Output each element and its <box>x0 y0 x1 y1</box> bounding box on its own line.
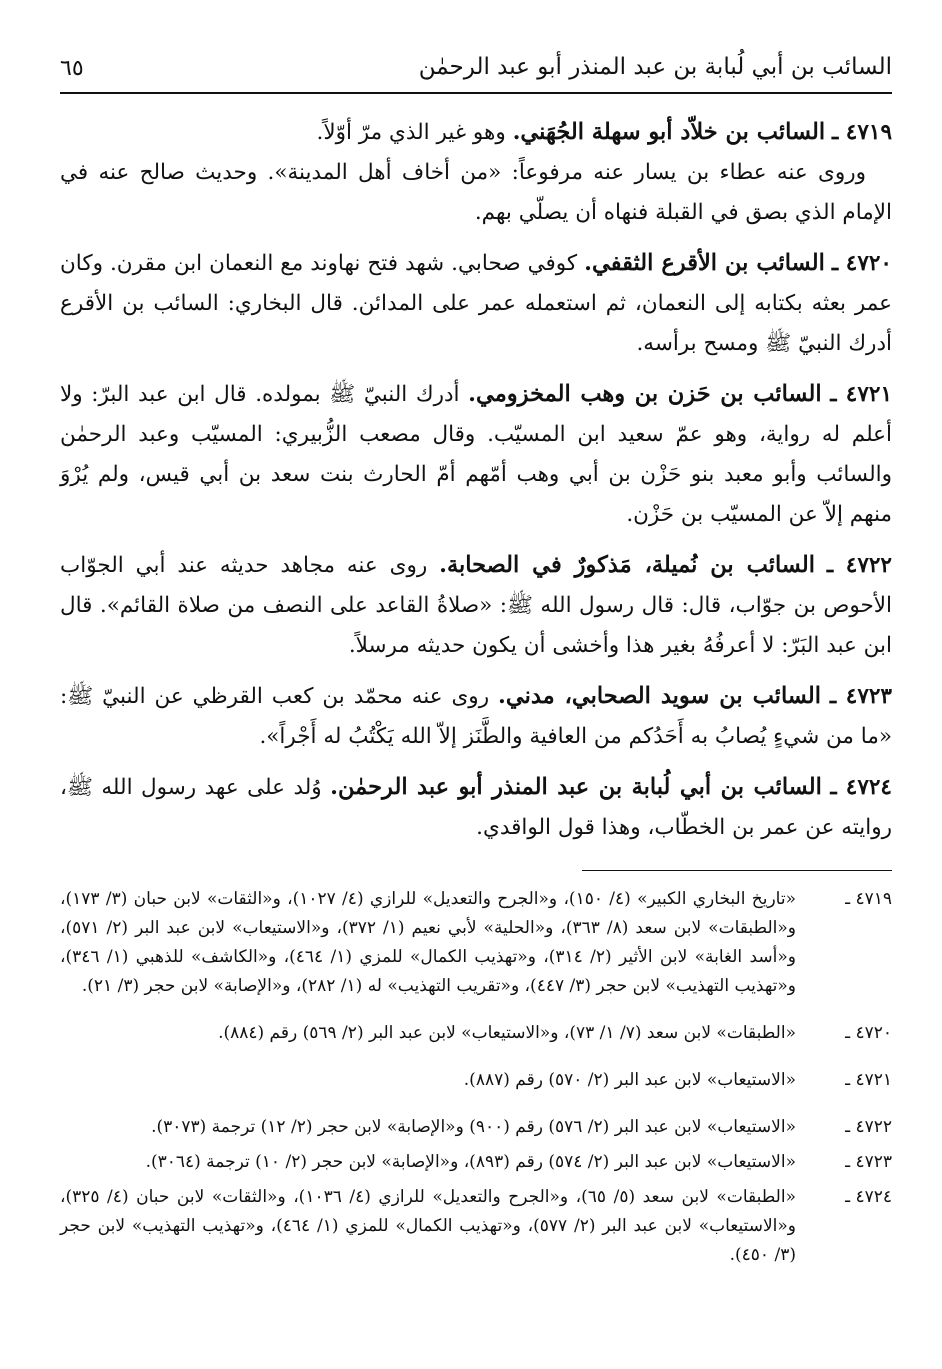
footnote-4723 <box>60 1148 892 1177</box>
footnote-4722 <box>60 1113 892 1142</box>
footnote-number: ٤٧٢٠ ـ <box>845 1023 892 1043</box>
footnote-number: ٤٧٢٣ ـ <box>845 1152 892 1172</box>
footnote-4724 <box>60 1183 892 1270</box>
footnote-4721 <box>60 1066 892 1095</box>
entry-number: ٤٧٢٢ ـ <box>826 553 892 578</box>
entry-text: روى عنه محمّد بن كعب القرظي عن النبيّ ﷺ: «ما من شيءٍ يُصابُ به أَحَدُكم من العافية والطَّنَز إلاّ الله يَكْتُبُ له أَجْراً». <box>60 684 892 749</box>
entry-4721 <box>60 374 892 535</box>
footnote-text: «الطبقات» لابن سعد (٥/ ٦٥)، و«الجرح والتعديل» للرازي (٤/ ١٠٣٦)، و«الثقات» لابن حبان (٤/ ٣٢٥)، و«الاستيعاب» لابن عبد البر (٢/ ٥٧٧)، و«تهذيب الكمال» للمزي (١/ ٤٦٤)، و«تهذيب التهذيب» لابن حجر (٣/ ٤٥٠). <box>60 1187 797 1265</box>
entry-name: السائب بن نُميلة، مَذكورٌ في الصحابة. <box>439 552 815 578</box>
entry-4719 <box>60 112 892 233</box>
entry-number: ٤٧٢٠ ـ <box>831 251 892 276</box>
entry-text: كوفي صحابي. شهد فتح نهاوند مع النعمان ابن مقرن. وكان عمر بعثه بكتابه إلى النعمان، ثم استعمله عمر على المدائن. قال البخاري: السائب بن الأقرع أدرك النبيّ ﷺ ومسح برأسه. <box>60 251 892 356</box>
footnote-divider <box>582 870 892 871</box>
entry-number: ٤٧١٩ ـ <box>832 120 892 145</box>
footnotes <box>60 885 892 1270</box>
entry-4723 <box>60 676 892 757</box>
footnote-number: ٤٧٢٤ ـ <box>845 1187 892 1207</box>
entry-name: السائب بن خلاّد أبو سهلة الجُهَني. <box>512 119 826 145</box>
entry-number: ٤٧٢٤ ـ <box>830 775 892 800</box>
running-title: السائب بن أبي لُبابة بن عبد المنذر أبو عبد الرحمٰن <box>418 54 892 80</box>
entry-4722 <box>60 545 892 666</box>
entry-name: السائب بن أبي لُبابة بن عبد المنذر أبو عبد الرحمٰن. <box>330 774 822 800</box>
entry-number: ٤٧٢١ ـ <box>830 382 892 407</box>
page-header <box>60 52 892 94</box>
footnote-number: ٤٧٢٢ ـ <box>845 1117 892 1137</box>
footnote-4720 <box>60 1019 892 1048</box>
footnote-text: «الاستيعاب» لابن عبد البر (٢/ ٥٧٤) رقم (٨٩٣)، و«الإصابة» لابن حجر (٢/ ١٠) ترجمة (٣٠٦٤). <box>145 1152 796 1172</box>
entry-name: السائب بن سويد الصحابي، مدني. <box>498 683 821 709</box>
footnote-text: «الاستيعاب» لابن عبد البر (٢/ ٥٧٠) رقم (٨٨٧). <box>463 1070 796 1090</box>
entry-paragraph: وروى عنه عطاء بن يسار عنه مرفوعاً: «من أخاف أهل المدينة». وحديث صالح عنه في الإمام الذي بصق في القبلة فنهاه أن يصلّي بهم. <box>60 160 892 225</box>
entry-number: ٤٧٢٣ ـ <box>829 684 892 709</box>
page-number: ٦٥ <box>60 56 84 81</box>
footnote-text: «تاريخ البخاري الكبير» (٤/ ١٥٠)، و«الجرح والتعديل» للرازي (٤/ ١٠٢٧)، و«الثقات» لابن حبان (٣/ ١٧٣)، و«الطبقات» لابن سعد (٨/ ٣٦٣)، و«الحلية» لأبي نعيم (١/ ٣٧٢)، و«الاستيعاب» لابن عبد البر (٢/ ٥٧١)، و«أسد الغابة» لابن الأثير (٢/ ٣١٤)، و«تهذيب الكمال» للمزي (١/ ٤٦٤)، و«الكاشف» للذهبي (١/ ٣٤٦)، و«تهذيب التهذيب» لابن حجر (٣/ ٤٤٧)، و«تقريب التهذيب» له (١/ ٢٨٢)، و«الإصابة» لابن حجر (٣/ ٢١). <box>60 889 796 996</box>
footnote-4719 <box>60 885 892 1001</box>
entry-text: روى عنه مجاهد حديثه عند أبي الجوّاب الأحوص بن جوّاب، قال: قال رسول الله ﷺ: «صلاةُ القاعد على النصف من صلاة القائم». قال ابن عبد البَرّ: لا أعرفُهُ بغير هذا وأخشى أن يكون حديثه مرسلاً. <box>60 553 892 658</box>
entry-text: وُلد على عهد رسول الله ﷺ، روايته عن عمر بن الخطّاب، وهذا قول الواقدي. <box>60 775 892 840</box>
entry-name: السائب بن حَزن بن وهب المخزومي. <box>468 381 822 407</box>
footnote-text: «الاستيعاب» لابن عبد البر (٢/ ٥٧٦) رقم (٩٠٠) و«الإصابة» لابن حجر (٢/ ١٢) ترجمة (٣٠٧٣). <box>151 1117 796 1137</box>
entries <box>60 112 892 848</box>
entry-4724 <box>60 767 892 848</box>
book-page <box>60 52 892 1276</box>
footnote-number: ٤٧٢١ ـ <box>845 1070 892 1090</box>
entry-4720 <box>60 243 892 364</box>
entry-text: وهو غير الذي مرّ أوّلاً. <box>316 120 506 145</box>
footnote-number: ٤٧١٩ ـ <box>845 889 892 909</box>
footnote-text: «الطبقات» لابن سعد (٧/ ١/ ٧٣)، و«الاستيعاب» لابن عبد البر (٢/ ٥٦٩) رقم (٨٨٤). <box>218 1023 796 1043</box>
entry-name: السائب بن الأقرع الثقفي. <box>584 250 825 276</box>
entry-text: أدرك النبيّ ﷺ بمولده. قال ابن عبد البرّ: ولا أعلم له رواية، وهو عمّ سعيد ابن المسيّب. وقال مصعب الزُّبيري: المسيّب وعبد الرحمٰن والسائب وأبو معبد بنو حَزْن بن أبي وهب أمّهم أمّ الحارث بنت سعد بن أبي قيس، ولم يُرْوَ منهم إلاّ عن المسيّب بن حَزْن. <box>60 382 892 527</box>
